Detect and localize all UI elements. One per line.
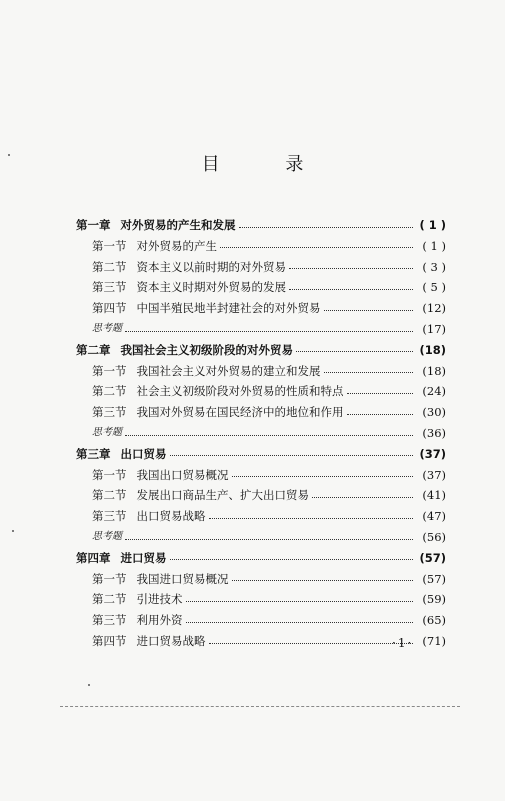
toc-page-number: ( 1 ) [422, 238, 446, 253]
leader-dots [312, 497, 413, 498]
toc-section-row [92, 298, 446, 318]
toc-exercise-row [92, 527, 446, 547]
toc-label: 第三章 [76, 446, 111, 461]
toc-label: 思考题 [92, 531, 122, 542]
leader-dots [170, 455, 414, 456]
scan-speck [88, 684, 90, 686]
toc-section-row [92, 485, 446, 505]
toc-label: 思考题 [92, 427, 122, 438]
toc-title: 我国社会主义对外贸易的建立和发展 [136, 363, 321, 378]
leader-dots [220, 247, 413, 248]
toc-label: 第四节 [92, 634, 127, 648]
toc-title: 引进技术 [136, 592, 183, 607]
toc-label: 第二节 [92, 592, 127, 607]
toc-section-row [92, 236, 446, 256]
leader-dots [209, 643, 414, 644]
toc-title: 进口贸易 [120, 550, 167, 565]
leader-dots [289, 268, 413, 269]
leader-dots [125, 539, 413, 540]
page-title: 目 录 [201, 154, 334, 175]
toc-section-row [92, 402, 446, 422]
toc-label: 第三节 [92, 405, 127, 420]
toc-chapter-row [76, 340, 446, 360]
toc-page-number: (30) [422, 405, 446, 420]
toc-label: 第三节 [92, 280, 127, 295]
toc-label: 思考题 [92, 323, 122, 334]
page-number: ·1· [392, 636, 414, 650]
toc-title: 利用外资 [136, 613, 183, 628]
toc-page-number: (18) [419, 342, 446, 357]
toc-page-number: ( 5 ) [422, 280, 446, 295]
toc-title: 出口贸易 [120, 446, 167, 461]
toc-page-number: (37) [419, 446, 446, 461]
toc-section-row [92, 257, 446, 277]
toc-title: 对外贸易的产生 [136, 238, 217, 253]
toc-section-row [92, 569, 446, 589]
scan-speck [8, 154, 10, 156]
toc-page-number: (37) [422, 467, 446, 482]
toc-page-number: (18) [422, 363, 446, 378]
leader-dots [186, 622, 414, 623]
toc-title: 出口贸易战略 [136, 509, 206, 524]
toc-label: 第一节 [92, 363, 127, 378]
leader-dots [324, 310, 414, 311]
toc-title: 发展出口商品生产、扩大出口贸易 [136, 488, 309, 503]
leader-dots [209, 518, 414, 519]
toc-label: 第三节 [92, 613, 127, 628]
toc-page-number: (47) [422, 509, 446, 524]
toc-page-number: ( 1 ) [419, 218, 446, 232]
leader-dots [232, 476, 414, 477]
leader-dots [232, 580, 414, 581]
leader-dots [125, 331, 413, 332]
bottom-rule [60, 706, 460, 707]
scan-speck [12, 530, 14, 532]
toc-section-row [92, 610, 446, 630]
toc-label: 第三节 [92, 509, 127, 524]
toc-title: 资本主义时期对外贸易的发展 [136, 280, 286, 295]
toc-title: 社会主义初级阶段对外贸易的性质和特点 [136, 384, 344, 399]
toc-label: 第一节 [92, 571, 127, 586]
toc-title: 资本主义以前时期的对外贸易 [136, 259, 286, 274]
toc-label: 第一节 [92, 467, 127, 482]
toc-label: 第一节 [92, 238, 127, 253]
toc-page-number: (17) [422, 322, 446, 336]
toc-page-number: (71) [422, 634, 446, 648]
toc-section-row [92, 465, 446, 485]
toc-page-number: (57) [419, 550, 446, 565]
toc-title: 进口贸易战略 [136, 634, 206, 648]
leader-dots [324, 372, 414, 373]
toc-section-row [92, 361, 446, 381]
toc-chapter-row [76, 548, 446, 568]
toc-exercise-row [92, 423, 446, 443]
toc-title: 我国对外贸易在国民经济中的地位和作用 [136, 405, 344, 420]
toc-page-number: (59) [422, 592, 446, 607]
toc-page-number: (12) [422, 301, 446, 316]
toc-label: 第二章 [76, 342, 111, 357]
leader-dots [170, 559, 414, 560]
leader-dots [289, 289, 413, 290]
toc-chapter-row [76, 444, 446, 464]
toc-title: 我国社会主义初级阶段的对外贸易 [120, 342, 293, 357]
toc-label: 第二节 [92, 488, 127, 503]
toc-page-number: (24) [422, 384, 446, 399]
toc-title: 对外贸易的产生和发展 [120, 218, 236, 232]
toc-page-number: (56) [422, 530, 446, 544]
toc-page-number: (41) [422, 488, 446, 503]
toc-page-number: (65) [422, 613, 446, 628]
leader-dots [296, 351, 413, 352]
toc-section-row [92, 381, 446, 401]
toc-label: 第二节 [92, 259, 127, 274]
toc-section-row [92, 589, 446, 609]
toc-title: 我国出口贸易概况 [136, 467, 229, 482]
toc-title: 中国半殖民地半封建社会的对外贸易 [136, 301, 321, 316]
toc-page-number: (36) [422, 426, 446, 440]
toc-label: 第二节 [92, 384, 127, 399]
toc-label: 第四节 [92, 301, 127, 316]
leader-dots [186, 601, 414, 602]
toc-chapter-row [76, 215, 446, 235]
toc-title: 我国进口贸易概况 [136, 571, 229, 586]
leader-dots [239, 227, 414, 228]
toc-section-row [92, 277, 446, 297]
toc-page-number: ( 3 ) [422, 259, 446, 274]
leader-dots [347, 414, 414, 415]
leader-dots [125, 435, 413, 436]
toc-exercise-row [92, 319, 446, 339]
toc-label: 第一章 [76, 218, 111, 232]
toc-section-row [92, 506, 446, 526]
toc-page-number: (57) [422, 571, 446, 586]
leader-dots [347, 393, 414, 394]
toc-label: 第四章 [76, 550, 111, 565]
